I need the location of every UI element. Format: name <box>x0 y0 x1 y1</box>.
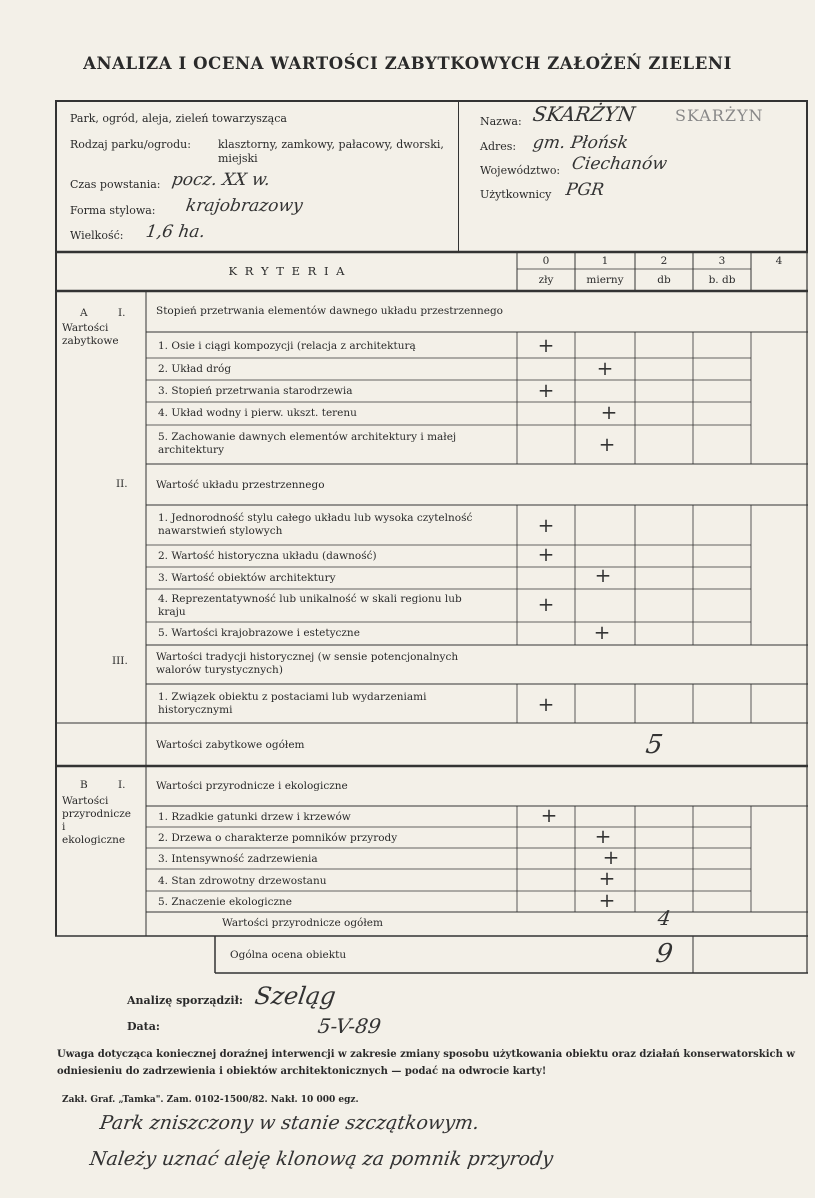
province-label: Województwo: <box>480 164 561 177</box>
mark-a1-1: + <box>537 333 555 357</box>
author-value: Szeląg <box>253 982 338 1010</box>
province-value: Ciechanów <box>570 154 669 174</box>
section-b-letter: B <box>80 779 88 791</box>
mark-b-1: + <box>540 803 558 827</box>
park-kind-options-2: miejski <box>218 152 258 165</box>
score-1-num: 1 <box>601 255 609 267</box>
section-a-group2-roman: II. <box>116 478 128 490</box>
score-4-num: 4 <box>775 255 783 267</box>
mark-b-5: + <box>598 888 616 912</box>
group1-item-5: 5. Zachowanie dawnych elementów architektury i małej architektury <box>158 431 457 456</box>
warning-note: Uwaga dotycząca koniecznej doraźnej interwencji w zakresie zmiany sposobu użytkowania obiektu oraz działań konserwatorskich w odniesieniu do zadrzewienia i obiektów architektonicznych — podać na odwrocie karty! <box>57 1049 795 1077</box>
created-value: pocz. XX w. <box>170 170 272 190</box>
group3-title: Wartości tradycji historycznej (w sensie potencjonalnych walorów turystycznych) <box>156 651 459 676</box>
park-kind-options: klasztorny, zamkowy, pałacowy, dworski, <box>218 138 444 151</box>
mark-a2-1: + <box>537 513 555 537</box>
address-label: Adres: <box>480 140 517 153</box>
score-0-num: 0 <box>542 255 550 267</box>
group2-item-1: 1. Jednorodność stylu całego układu lub wysoka czytelność nawarstwień stylowych <box>158 512 473 537</box>
mark-a2-4: + <box>537 592 555 616</box>
users-label: Użytkownicy <box>480 188 552 201</box>
date-value: 5-V-89 <box>316 1014 383 1038</box>
date-label: Data: <box>127 1020 160 1033</box>
style-label: Forma stylowa: <box>70 204 156 217</box>
mark-a2-2: + <box>537 542 555 566</box>
section-a-name: Wartości zabytkowe <box>62 322 119 347</box>
group1-item-1: 1. Osie i ciągi kompozycji (relacja z architekturą <box>158 340 416 352</box>
form-title: ANALIZA I OCENA WARTOŚCI ZABYTKOWYCH ZAŁOŻEŃ ZIELENI <box>83 54 732 73</box>
mark-b-2: + <box>594 824 612 848</box>
score-0-label: zły <box>538 274 554 286</box>
section-b-item-5: 5. Znaczenie ekologiczne <box>158 896 293 908</box>
criteria-header: K R Y T E R I A <box>228 264 347 278</box>
mark-a2-3: + <box>594 563 612 587</box>
section-a-group3-roman: III. <box>112 655 128 667</box>
overall-label: Ogólna ocena obiektu <box>230 949 347 961</box>
mark-a3-1: + <box>537 692 555 716</box>
mark-a1-2: + <box>596 356 614 380</box>
group1-item-3: 3. Stopień przetrwania starodrzewia <box>158 385 353 397</box>
score-2-label: db <box>657 274 671 286</box>
size-label: Wielkość: <box>70 229 124 242</box>
section-b-roman: I. <box>118 779 126 791</box>
section-b-total-value: 4 <box>656 906 673 930</box>
section-b-total-label: Wartości przyrodnicze ogółem <box>222 917 383 929</box>
mark-a2-5: + <box>593 620 611 644</box>
name-stamp: SKARŻYN <box>675 106 764 125</box>
style-value: krajobrazowy <box>184 196 304 216</box>
group2-item-5: 5. Wartości krajobrazowe i estetyczne <box>158 627 360 639</box>
section-b-item-2: 2. Drzewa o charakterze pomników przyrody <box>158 832 398 844</box>
mark-b-4: + <box>598 866 616 890</box>
park-kind-label: Rodzaj parku/ogrodu: <box>70 138 191 151</box>
handwritten-note-1: Park zniszczony w stanie szczątkowym. <box>98 1112 481 1134</box>
section-a-letter: A <box>80 307 88 319</box>
name-value: SKARŻYN <box>531 102 637 126</box>
group1-item-4: 4. Układ wodny i pierw. ukszt. terenu <box>158 407 357 419</box>
section-a-roman: I. <box>118 307 126 319</box>
name-label: Nazwa: <box>480 115 522 128</box>
score-3-num: 3 <box>718 255 726 267</box>
print-info: Zakł. Graf. „Tamka". Zam. 0102-1500/82. Nakł. 10 000 egz. <box>62 1095 359 1105</box>
section-b-item-1: 1. Rzadkie gatunki drzew i krzewów <box>158 811 351 823</box>
group1-title: Stopień przetrwania elementów dawnego układu przestrzennego <box>156 305 503 317</box>
address-value: gm. Płońsk <box>531 133 630 153</box>
mark-b-3: + <box>602 845 620 869</box>
score-3-label: b. db <box>708 274 736 286</box>
created-label: Czas powstania: <box>70 178 161 191</box>
mark-a1-3: + <box>537 378 555 402</box>
section-a-total-value: 5 <box>643 730 665 760</box>
score-2-num: 2 <box>660 255 668 267</box>
mark-a1-5: + <box>598 432 616 456</box>
overall-value: 9 <box>653 939 675 969</box>
group3-item-1: 1. Związek obiektu z postaciami lub wydarzeniami historycznymi <box>158 691 427 716</box>
group2-item-4: 4. Reprezentatywność lub unikalność w skali regionu lub kraju <box>158 593 462 618</box>
section-b-item-4: 4. Stan zdrowotny drzewostanu <box>158 875 327 887</box>
users-value: PGR <box>564 180 606 200</box>
section-b-name: Wartości przyrodnicze i ekologiczne <box>62 795 132 846</box>
size-value: 1,6 ha. <box>144 222 207 242</box>
section-b-item-3: 3. Intensywność zadrzewienia <box>158 853 318 865</box>
group2-item-2: 2. Wartość historyczna układu (dawność) <box>158 550 377 562</box>
mark-a1-4: + <box>600 400 618 424</box>
score-1-label: mierny <box>586 274 624 286</box>
group1-item-2: 2. Układ dróg <box>158 363 232 375</box>
group2-item-3: 3. Wartość obiektów architektury <box>158 572 336 584</box>
handwritten-note-2: Należy uznać aleję klonową za pomnik przyrody <box>88 1148 555 1170</box>
section-a-total-label: Wartości zabytkowe ogółem <box>156 739 305 751</box>
author-label: Analizę sporządził: <box>127 994 243 1007</box>
park-type-label: Park, ogród, aleja, zieleń towarzysząca <box>70 112 287 125</box>
section-b-group-title: Wartości przyrodnicze i ekologiczne <box>156 780 348 792</box>
group2-title: Wartość układu przestrzennego <box>156 479 325 491</box>
